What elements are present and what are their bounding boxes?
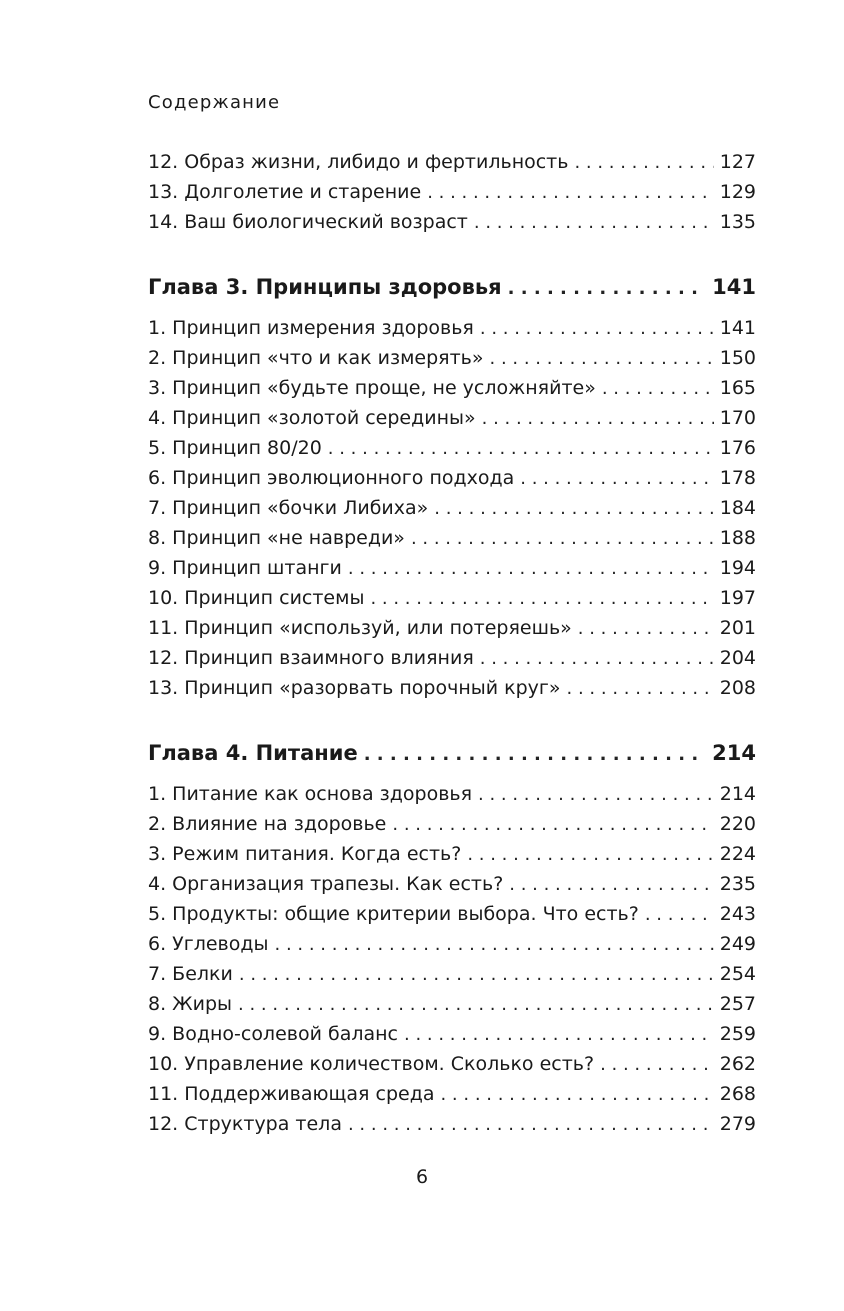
toc-entry-page: 224 <box>719 843 756 865</box>
toc-entry <box>148 873 756 903</box>
dot-leader <box>328 438 714 459</box>
toc-entry <box>148 1113 756 1143</box>
toc-entry <box>148 677 756 707</box>
toc-entry-title: 10. Принцип системы <box>148 587 365 609</box>
toc-entry <box>148 843 756 873</box>
toc-entry <box>148 467 756 497</box>
toc-entry-title: 4. Организация трапезы. Как есть? <box>148 873 504 895</box>
toc-entry-page: 135 <box>719 211 756 233</box>
toc-entry-title: 3. Режим питания. Когда есть? <box>148 843 462 865</box>
toc-entry-page: 208 <box>719 677 756 699</box>
toc-entry-title: 6. Углеводы <box>148 933 269 955</box>
toc-entry <box>148 181 756 211</box>
toc-entry-page: 254 <box>719 963 756 985</box>
toc-entry-title: 12. Принцип взаимного влияния <box>148 647 474 669</box>
chapter-heading <box>148 275 756 305</box>
toc-entry-page: 262 <box>719 1053 756 1075</box>
toc-entry-page: 197 <box>719 587 756 609</box>
dot-leader <box>482 408 714 429</box>
toc-entry-title: 13. Долголетие и старение <box>148 181 422 203</box>
toc-entry-title: 1. Питание как основа здоровья <box>148 783 473 805</box>
toc-entry-title: 10. Управление количеством. Сколько есть? <box>148 1053 595 1075</box>
toc-entry <box>148 317 756 347</box>
toc-entry <box>148 993 756 1023</box>
toc-entry-title: 5. Продукты: общие критерии выбора. Что есть? <box>148 903 639 925</box>
table-of-contents <box>148 151 756 1143</box>
dot-leader <box>508 278 707 299</box>
dot-leader <box>364 744 706 765</box>
toc-entry-page: 220 <box>719 813 756 835</box>
toc-entry-title: 4. Принцип «золотой середины» <box>148 407 476 429</box>
toc-entry <box>148 903 756 933</box>
dot-leader <box>238 994 714 1015</box>
toc-entry-title: 2. Влияние на здоровье <box>148 813 387 835</box>
toc-entry-title: 8. Жиры <box>148 993 233 1015</box>
dot-leader <box>574 152 713 173</box>
toc-entry <box>148 783 756 813</box>
toc-entry-page: 141 <box>719 317 756 339</box>
toc-entry <box>148 647 756 677</box>
page-number: 6 <box>415 1166 429 1188</box>
dot-leader <box>520 468 713 489</box>
dot-leader <box>370 588 713 609</box>
toc-entry-title: 9. Принцип штанги <box>148 557 342 579</box>
toc-entry-title: 7. Белки <box>148 963 233 985</box>
toc-entry-page: 214 <box>719 783 756 805</box>
toc-entry-page: 204 <box>719 647 756 669</box>
toc-entry <box>148 497 756 527</box>
toc-entry-page: 188 <box>719 527 756 549</box>
toc-entry-page: 268 <box>719 1083 756 1105</box>
toc-entry <box>148 963 756 993</box>
toc-entry-page: 129 <box>719 181 756 203</box>
toc-entry-page: 170 <box>719 407 756 429</box>
toc-entry-title: 12. Образ жизни, либидо и фертильность <box>148 151 569 173</box>
toc-entry-page: 150 <box>719 347 756 369</box>
dot-leader <box>645 904 714 925</box>
dot-leader <box>509 874 713 895</box>
dot-leader <box>239 964 714 985</box>
toc-entry-page: 259 <box>719 1023 756 1045</box>
toc-entry <box>148 587 756 617</box>
dot-leader <box>427 182 714 203</box>
dot-leader <box>392 814 713 835</box>
toc-entry-page: 178 <box>719 467 756 489</box>
toc-entry <box>148 347 756 377</box>
running-header: Содержание <box>148 92 281 113</box>
toc-entry-title: 7. Принцип «бочки Либиха» <box>148 497 429 519</box>
dot-leader <box>490 348 714 369</box>
toc-entry <box>148 437 756 467</box>
dot-leader <box>434 498 713 519</box>
toc-entry <box>148 151 756 181</box>
toc-entry-title: 8. Принцип «не навреди» <box>148 527 405 549</box>
toc-entry <box>148 527 756 557</box>
toc-entry-page: 176 <box>719 437 756 459</box>
toc-entry <box>148 933 756 963</box>
toc-entry-page: 194 <box>719 557 756 579</box>
chapter-page: 214 <box>712 741 756 765</box>
toc-entry-page: 201 <box>719 617 756 639</box>
dot-leader <box>404 1024 714 1045</box>
toc-entry <box>148 813 756 843</box>
toc-entry-page: 235 <box>719 873 756 895</box>
toc-entry-page: 184 <box>719 497 756 519</box>
toc-entry-title: 14. Ваш биологический возраст <box>148 211 468 233</box>
toc-entry <box>148 557 756 587</box>
dot-leader <box>348 558 714 579</box>
dot-leader <box>411 528 714 549</box>
toc-entry-page: 257 <box>719 993 756 1015</box>
toc-entry-title: 3. Принцип «будьте проще, не усложняйте» <box>148 377 596 399</box>
toc-entry <box>148 1083 756 1113</box>
toc-entry-title: 2. Принцип «что и как измерять» <box>148 347 484 369</box>
toc-entry-page: 127 <box>719 151 756 173</box>
toc-entry-title: 11. Принцип «используй, или потеряешь» <box>148 617 572 639</box>
dot-leader <box>480 648 714 669</box>
dot-leader <box>480 318 714 339</box>
toc-entry-title: 9. Водно-солевой баланс <box>148 1023 398 1045</box>
chapter-title: Глава 4. Питание <box>148 741 358 765</box>
toc-entry-page: 165 <box>719 377 756 399</box>
toc-entry <box>148 377 756 407</box>
dot-leader <box>478 784 714 805</box>
dot-leader <box>567 678 714 699</box>
toc-entry-title: 11. Поддерживающая среда <box>148 1083 435 1105</box>
dot-leader <box>440 1084 713 1105</box>
dot-leader <box>467 844 713 865</box>
toc-entry <box>148 617 756 647</box>
chapter-page: 141 <box>712 275 756 299</box>
toc-entry-page: 279 <box>719 1113 756 1135</box>
toc-entry <box>148 407 756 437</box>
toc-entry-title: 13. Принцип «разорвать порочный круг» <box>148 677 561 699</box>
dot-leader <box>474 212 714 233</box>
toc-entry <box>148 1023 756 1053</box>
toc-entry-title: 1. Принцип измерения здоровья <box>148 317 474 339</box>
dot-leader <box>348 1114 714 1135</box>
chapter-heading <box>148 741 756 771</box>
dot-leader <box>600 1054 714 1075</box>
dot-leader <box>578 618 714 639</box>
chapter-title: Глава 3. Принципы здоровья <box>148 275 502 299</box>
dot-leader <box>602 378 714 399</box>
dot-leader <box>275 934 714 955</box>
toc-entry <box>148 211 756 241</box>
toc-entry-page: 249 <box>719 933 756 955</box>
toc-entry <box>148 1053 756 1083</box>
toc-entry-page: 243 <box>719 903 756 925</box>
toc-entry-title: 5. Принцип 80/20 <box>148 437 322 459</box>
toc-entry-title: 12. Структура тела <box>148 1113 342 1135</box>
toc-entry-title: 6. Принцип эволюционного подхода <box>148 467 515 489</box>
